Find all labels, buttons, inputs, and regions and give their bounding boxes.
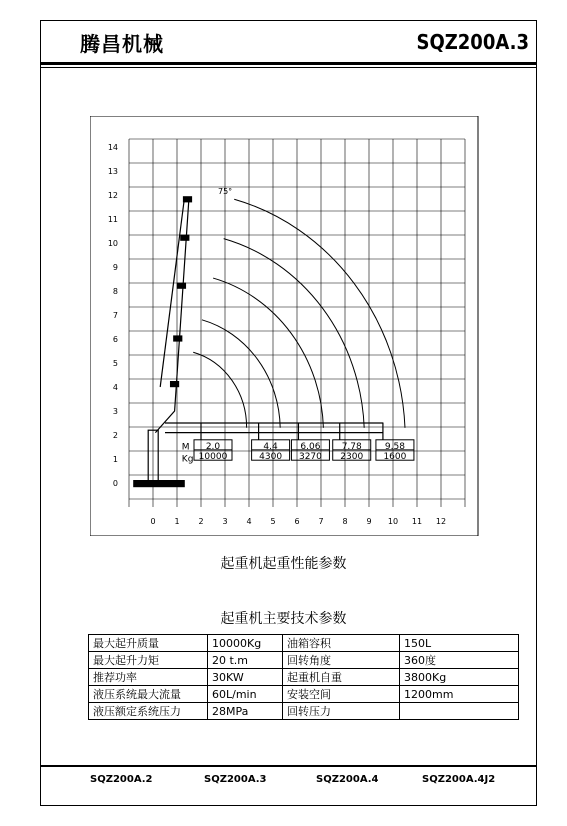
spec-label-cell: 油箱容积 [283,635,400,652]
crane-boom-upright-2 [160,200,184,387]
load-kg-value: 1600 [383,451,407,462]
y-tick-label: 1 [112,455,118,464]
x-tick-label: 10 [387,517,399,526]
load-table-kg-label: Kg [181,454,194,465]
y-tick-label: 0 [112,479,118,488]
spec-label-cell: 安装空间 [283,686,400,703]
y-tick-label: 14 [107,143,118,152]
load-kg-value: 3270 [298,451,322,462]
x-tick-label: 11 [411,517,423,526]
boom-section-s1 [171,382,179,387]
load-kg-value: 2300 [340,451,364,462]
y-tick-label: 7 [112,311,118,320]
crane-boom-horizontal [165,423,383,433]
x-tick-label: 8 [342,517,348,526]
spec-row [89,669,519,686]
load-radius-value: 2.0 [205,441,221,452]
arc-2 [202,320,280,428]
footer-model-2: SQZ200A.3 [204,774,267,785]
load-radius-value: 6.06 [300,441,321,452]
spec-label-cell: 回转压力 [283,703,400,720]
spec-row [89,703,519,720]
y-tick-label: 9 [112,263,118,272]
y-tick-label: 12 [107,191,118,200]
spec-label-cell: 液压额定系统压力 [89,703,208,720]
x-tick-label: 3 [222,517,228,526]
y-tick-label: 11 [107,215,118,224]
spec-value-cell: 28MPa [208,703,283,720]
spec-label-cell: 最大起升质量 [89,635,208,652]
x-tick-label: 5 [270,517,276,526]
boom-section-s3 [177,283,185,288]
x-tick-label: 6 [294,517,300,526]
header-rule [40,62,537,65]
spec-value-cell: 10000Kg [208,635,283,652]
arc-4 [224,239,365,428]
model-number: SQZ200A.3 [416,30,529,54]
footer-model-3: SQZ200A.4 [316,774,379,785]
load-kg-value: 10000 [198,451,228,462]
spec-row [89,686,519,703]
load-chart [90,116,480,536]
crane-base [134,481,184,487]
load-radius-value: 7.78 [341,441,362,452]
load-kg-value: 4300 [259,451,283,462]
y-tick-label: 6 [112,335,118,344]
load-radius-value: 9.58 [384,441,405,452]
spec-value-cell: 360度 [400,652,519,669]
spec-label-cell: 起重机自重 [283,669,400,686]
footer-rule [40,765,537,767]
arc-3 [213,278,323,428]
x-tick-label: 4 [246,517,252,526]
load-radius-value: 4.4 [263,441,278,452]
spec-row [89,652,519,669]
chart-grid [129,139,465,507]
y-tick-label: 8 [112,287,118,296]
x-tick-label: 7 [318,517,324,526]
crane-boom-upright [155,197,189,432]
spec-label-cell: 推荐功率 [89,669,208,686]
spec-value-cell: 60L/min [208,686,283,703]
spec-label-cell: 最大起升力矩 [89,652,208,669]
angle-label: 75° [218,187,233,196]
y-tick-label: 5 [112,359,118,368]
spec-label-cell: 液压系统最大流量 [89,686,208,703]
load-table-m-label: M [181,442,190,453]
spec-label-cell: 回转角度 [283,652,400,669]
footer-model-1: SQZ200A.2 [90,774,153,785]
spec-value-cell: 1200mm [400,686,519,703]
x-tick-label: 9 [366,517,372,526]
y-tick-label: 10 [107,239,118,248]
spec-title: 起重机主要技术参数 [220,611,347,627]
y-tick-label: 13 [107,167,118,176]
x-tick-label: 12 [435,517,447,526]
spec-value-cell [400,703,519,720]
spec-value-cell: 30KW [208,669,283,686]
footer-model-4: SQZ200A.4J2 [422,774,496,785]
load-table [182,440,414,465]
spec-value-cell: 20 t.m [208,652,283,669]
y-tick-label: 4 [112,383,118,392]
spec-value-cell: 150L [400,635,519,652]
boom-section-s4 [181,235,189,240]
x-tick-label: 0 [150,517,156,526]
spec-row [89,635,519,652]
brand-title: 腾昌机械 [80,32,164,56]
x-tick-label: 1 [174,517,180,526]
boom-section-s5 [184,197,192,202]
header-rule-thin [40,67,537,68]
spec-value-cell: 3800Kg [400,669,519,686]
chart-caption: 起重机起重性能参数 [220,556,347,572]
spec-table [88,634,519,720]
y-tick-label: 2 [112,431,118,440]
boom-section-s2 [174,336,182,341]
x-tick-label: 2 [198,517,204,526]
arc-5 [234,199,405,428]
y-tick-label: 3 [112,407,118,416]
